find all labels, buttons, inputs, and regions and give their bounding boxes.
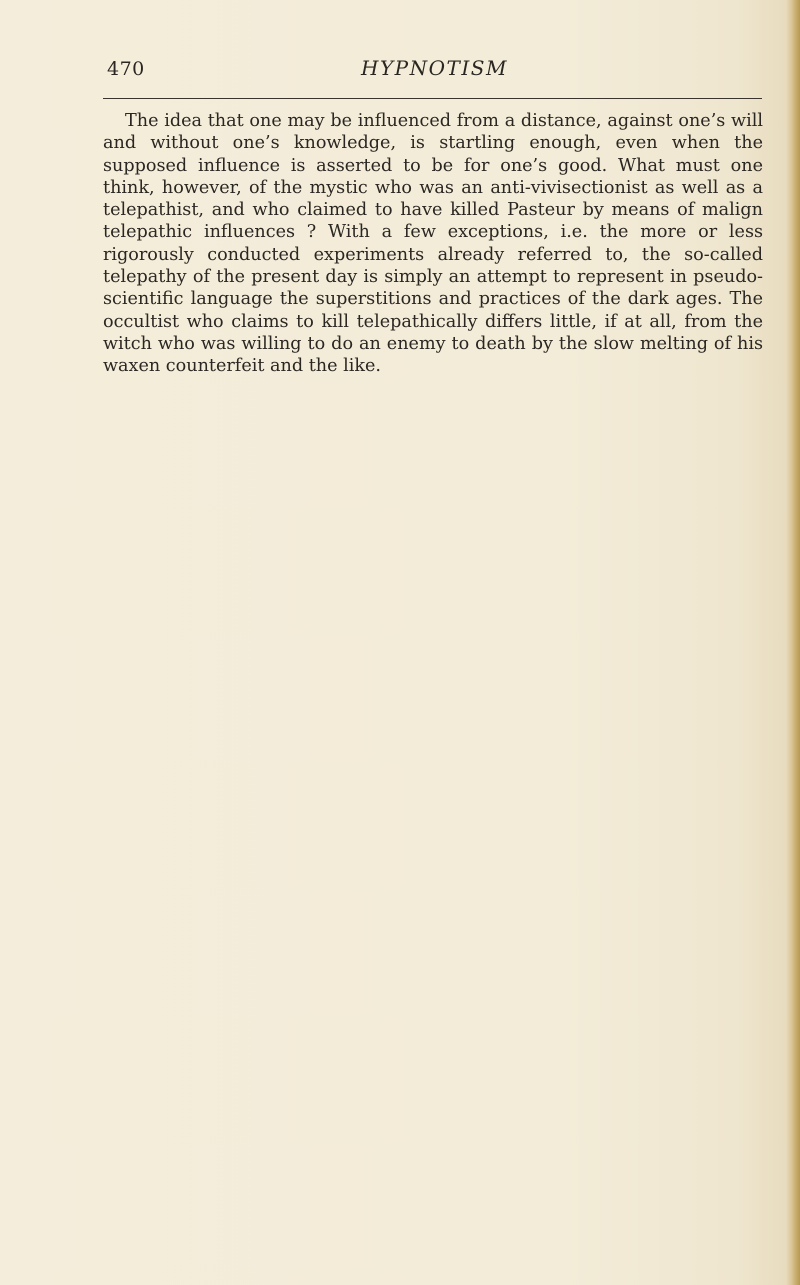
page-edge: [786, 0, 800, 1285]
running-head: HYPNOTISM: [361, 56, 508, 80]
body-paragraph: The idea that one may be influenced from a distance, against one’s will and without one’s knowledge, is startling enough, even when the supposed influence is asserted to be for one’s good. What must one think, however, of the mystic who was an anti-vivisectionist as well as a telepathist, and who claimed to have killed Pasteur by means of malign telepathic influences ? With a few exceptions, i.e. the more or less rigorously conducted experiments already referred to, the so-called telepathy of the present day is simply an attempt to represent in pseudo-scientific language the superstitions and practices of the dark ages. The occultist who claims to kill telepathically differs little, if at all, from the witch who was willing to do an enemy to death by the slow melting of his waxen counterfeit and the like.: [103, 111, 763, 377]
page-number: 470: [107, 58, 145, 80]
header-rule: [103, 98, 762, 99]
page-header: [107, 56, 762, 92]
